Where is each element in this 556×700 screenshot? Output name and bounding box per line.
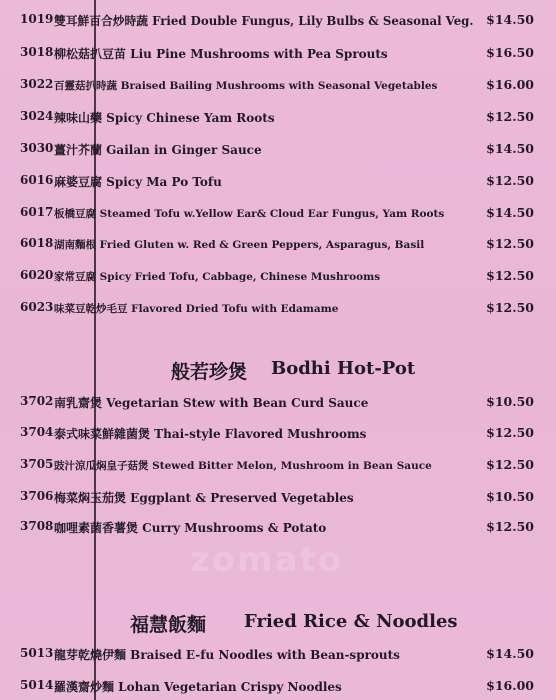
item-price: $14.50 bbox=[486, 141, 534, 156]
menu-item-row bbox=[0, 454, 556, 474]
item-price: $12.50 bbox=[486, 519, 534, 534]
item-code: 3705 bbox=[20, 457, 54, 471]
menu-item-row bbox=[0, 170, 556, 190]
menu-item-row bbox=[0, 297, 556, 317]
menu-item-row bbox=[0, 74, 556, 94]
menu-item-row bbox=[0, 202, 556, 222]
menu-item-row bbox=[0, 422, 556, 442]
item-price: $12.50 bbox=[486, 173, 534, 188]
section-heading-hotpot bbox=[0, 357, 556, 387]
menu-item-row bbox=[0, 675, 556, 695]
item-price: $14.50 bbox=[486, 205, 534, 220]
menu-item-row bbox=[0, 486, 556, 506]
menu-item-row bbox=[0, 42, 556, 62]
item-code: 3024 bbox=[20, 109, 54, 123]
item-price: $16.00 bbox=[486, 77, 534, 92]
item-description: 南乳齋煲 Vegetarian Stew with Bean Curd Sauce bbox=[54, 396, 369, 410]
section-title-english: Bodhi Hot-Pot bbox=[271, 358, 416, 379]
item-code: 1019 bbox=[20, 12, 54, 26]
item-description: 羅漢齋炒麵 Lohan Vegetarian Crispy Noodles bbox=[54, 680, 342, 694]
item-description: 麻婆豆腐 Spicy Ma Po Tofu bbox=[54, 175, 222, 189]
item-description: 龍芽乾燒伊麵 Braised E-fu Noodles with Bean-sprouts bbox=[54, 648, 400, 662]
item-description: 柳松菇扒豆苗 Liu Pine Mushrooms with Pea Sprouts bbox=[54, 47, 388, 61]
item-price: $16.00 bbox=[486, 678, 534, 693]
item-description: 湖南麵根 Fried Gluten w. Red & Green Peppers, Asparagus, Basil bbox=[54, 239, 425, 251]
item-price: $12.50 bbox=[486, 109, 534, 124]
menu-item-row bbox=[0, 233, 556, 253]
item-price: $12.50 bbox=[486, 425, 534, 440]
menu-item-row bbox=[0, 106, 556, 126]
item-code: 3018 bbox=[20, 45, 54, 59]
item-price: $14.50 bbox=[486, 12, 534, 27]
section-title-chinese: 般若珍煲 bbox=[171, 361, 248, 383]
watermark: zomato bbox=[190, 540, 344, 580]
item-code: 3022 bbox=[20, 77, 54, 91]
item-description: 百靈菇扒時蔬 Braised Bailing Mushrooms with Seasonal Vegetables bbox=[54, 80, 438, 92]
item-description: 辣味山藥 Spicy Chinese Yam Roots bbox=[54, 111, 275, 125]
item-description: 豉汁涼瓜焖皇子菇煲 Stewed Bitter Melon, Mushroom in Bean Sauce bbox=[54, 460, 432, 472]
item-code: 6020 bbox=[20, 268, 54, 282]
menu-item-row bbox=[0, 9, 556, 29]
item-code: 3704 bbox=[20, 425, 54, 439]
item-price: $10.50 bbox=[486, 489, 534, 504]
item-code: 3708 bbox=[20, 519, 54, 533]
menu-item-row bbox=[0, 265, 556, 285]
section-title-chinese: 福慧飯麵 bbox=[130, 614, 207, 636]
section-title-english: Fried Rice & Noodles bbox=[244, 611, 458, 632]
item-code: 3030 bbox=[20, 141, 54, 155]
item-description: 板橋豆腐 Steamed Tofu w.Yellow Ear& Cloud Ear Fungus, Yam Roots bbox=[54, 208, 445, 220]
binding-line bbox=[94, 0, 96, 700]
item-code: 6016 bbox=[20, 173, 54, 187]
menu-item-row bbox=[0, 391, 556, 411]
item-code: 6017 bbox=[20, 205, 54, 219]
item-price: $12.50 bbox=[486, 300, 534, 315]
item-code: 3706 bbox=[20, 489, 54, 503]
item-description: 梅菜焖玉茄煲 Eggplant & Preserved Vegetables bbox=[54, 491, 354, 505]
item-code: 5014 bbox=[20, 678, 54, 692]
item-description: 雙耳鮮百合炒時蔬 Fried Double Fungus, Lily Bulbs & Seasonal Veg. bbox=[54, 14, 474, 28]
item-code: 6023 bbox=[20, 300, 54, 314]
item-description: 家常豆腐 Spicy Fried Tofu, Cabbage, Chinese Mushrooms bbox=[54, 271, 381, 283]
menu-item-row bbox=[0, 516, 556, 536]
item-price: $12.50 bbox=[486, 457, 534, 472]
item-code: 5013 bbox=[20, 646, 54, 660]
item-description: 味菜豆乾炒毛豆 Flavored Dried Tofu with Edamame bbox=[54, 303, 339, 315]
item-description: 泰式味菜鮮雜菌煲 Thai-style Flavored Mushrooms bbox=[54, 427, 367, 441]
menu-item-row bbox=[0, 138, 556, 158]
item-description: 薑汁芥蘭 Gailan in Ginger Sauce bbox=[54, 143, 262, 157]
item-price: $10.50 bbox=[486, 394, 534, 409]
section-heading-rice-noodles bbox=[0, 610, 556, 640]
menu-item-row bbox=[0, 643, 556, 663]
item-price: $16.50 bbox=[486, 45, 534, 60]
item-description: 咖哩素菌香薯煲 Curry Mushrooms & Potato bbox=[54, 521, 327, 535]
item-code: 3702 bbox=[20, 394, 54, 408]
item-price: $12.50 bbox=[486, 236, 534, 251]
item-code: 6018 bbox=[20, 236, 54, 250]
item-price: $14.50 bbox=[486, 646, 534, 661]
item-price: $12.50 bbox=[486, 268, 534, 283]
